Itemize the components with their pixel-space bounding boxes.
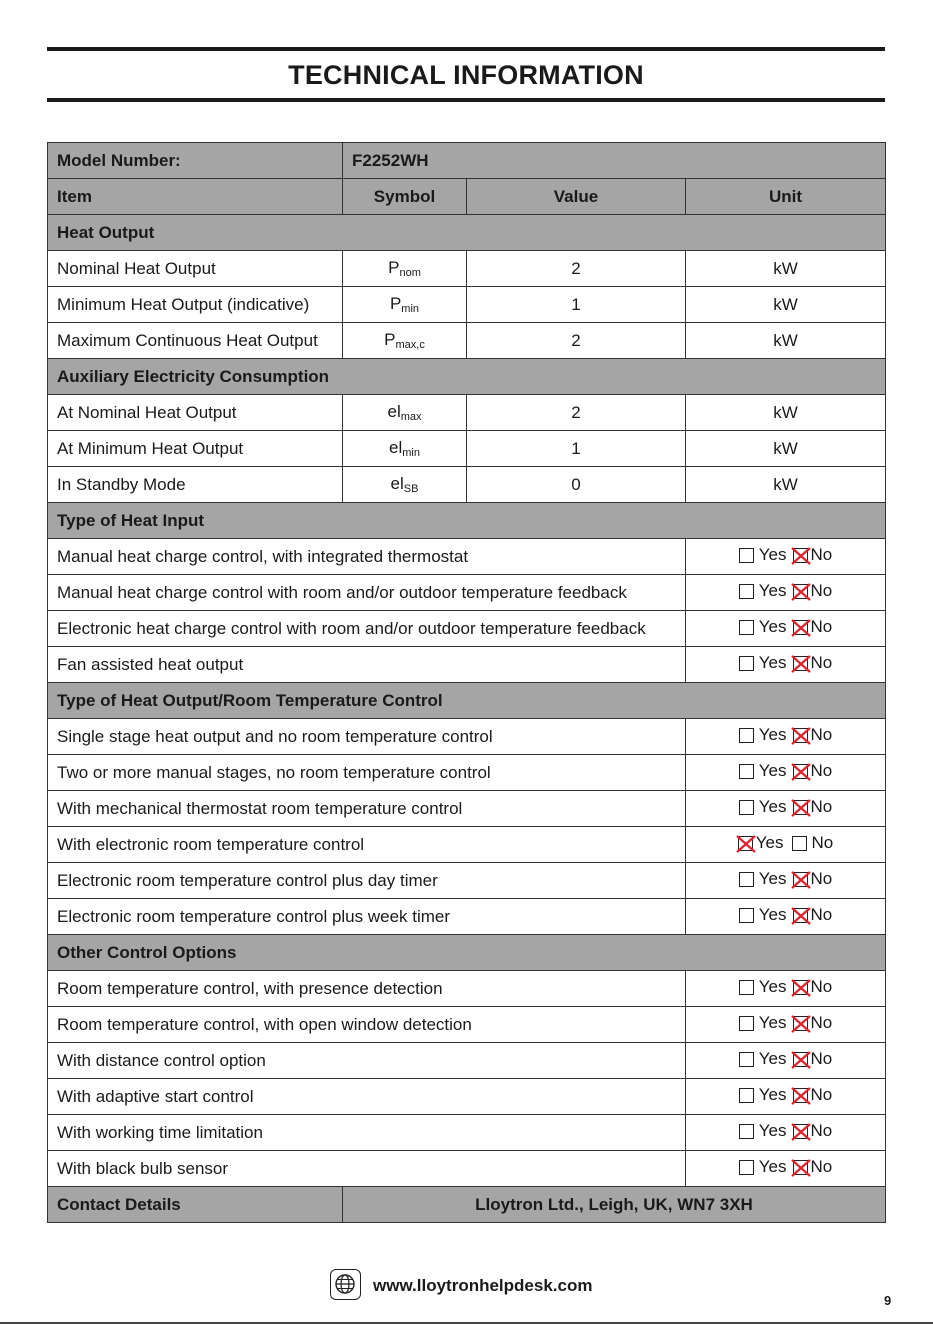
symbol-base: el [387, 402, 401, 421]
item-label: At Nominal Heat Output [48, 395, 343, 431]
table-row [48, 719, 886, 755]
no-checkbox-crossed[interactable] [793, 1160, 808, 1175]
yes-checkbox[interactable] [739, 1052, 754, 1067]
no-checkbox[interactable] [792, 836, 807, 851]
yes-no-options [739, 869, 832, 889]
symbol-subscript: nom [399, 267, 421, 279]
no-label: No [810, 653, 833, 673]
yes-checkbox[interactable] [739, 908, 754, 923]
yes-no-options [739, 1085, 832, 1105]
symbol-base: el [390, 474, 404, 493]
no-checkbox-crossed[interactable] [793, 656, 808, 671]
yes-no-options [738, 833, 833, 853]
item-label: Room temperature control, with open window detection [48, 1007, 686, 1043]
no-checkbox-crossed[interactable] [793, 980, 808, 995]
item-label: Maximum Continuous Heat Output [48, 323, 343, 359]
item-label: Two or more manual stages, no room temperature control [48, 755, 686, 791]
symbol-subscript: max,c [395, 339, 425, 351]
yes-checkbox-crossed[interactable] [738, 836, 753, 851]
yes-checkbox[interactable] [739, 1016, 754, 1031]
yes-no-cell [686, 899, 886, 935]
header-item: Item [48, 179, 343, 215]
table-row [48, 647, 886, 683]
yes-label: Yes [758, 545, 787, 565]
no-label: No [810, 869, 833, 889]
section-title: Type of Heat Output/Room Temperature Control [48, 683, 886, 719]
yes-no-options [739, 725, 832, 745]
yes-label: Yes [758, 761, 787, 781]
yes-no-cell [686, 971, 886, 1007]
header-value: Value [467, 179, 686, 215]
yes-checkbox[interactable] [739, 980, 754, 995]
yes-checkbox[interactable] [739, 548, 754, 563]
yes-checkbox[interactable] [739, 1124, 754, 1139]
title-underline [47, 98, 885, 102]
section-room-control [48, 683, 886, 719]
item-label: With working time limitation [48, 1115, 686, 1151]
item-label: With black bulb sensor [48, 1151, 686, 1187]
contact-label: Contact Details [48, 1187, 343, 1223]
yes-no-options [739, 905, 832, 925]
item-label: In Standby Mode [48, 467, 343, 503]
helpdesk-url[interactable]: www.lloytronhelpdesk.com [373, 1276, 593, 1295]
yes-no-cell [686, 575, 886, 611]
model-label: Model Number: [48, 143, 343, 179]
yes-checkbox[interactable] [739, 584, 754, 599]
unit-cell: kW [686, 467, 886, 503]
item-label: Minimum Heat Output (indicative) [48, 287, 343, 323]
table-row [48, 431, 886, 467]
yes-label: Yes [758, 581, 787, 601]
yes-label: Yes [758, 1157, 787, 1177]
yes-checkbox[interactable] [739, 620, 754, 635]
no-checkbox-crossed[interactable] [793, 1052, 808, 1067]
item-label: With adaptive start control [48, 1079, 686, 1115]
no-checkbox-crossed[interactable] [793, 764, 808, 779]
contact-value: Lloytron Ltd., Leigh, UK, WN7 3XH [343, 1187, 886, 1223]
yes-no-cell [686, 1115, 886, 1151]
table-row [48, 467, 886, 503]
no-label: No [810, 1085, 833, 1105]
item-label: With mechanical thermostat room temperature control [48, 791, 686, 827]
item-label: Fan assisted heat output [48, 647, 686, 683]
yes-no-cell [686, 1079, 886, 1115]
yes-checkbox[interactable] [739, 1160, 754, 1175]
header-symbol: Symbol [343, 179, 467, 215]
technical-info-table [47, 142, 886, 1223]
yes-no-cell [686, 1043, 886, 1079]
yes-no-cell [686, 791, 886, 827]
symbol-cell [343, 431, 467, 467]
yes-checkbox[interactable] [739, 764, 754, 779]
item-label: At Minimum Heat Output [48, 431, 343, 467]
yes-checkbox[interactable] [739, 656, 754, 671]
yes-no-cell [686, 611, 886, 647]
yes-no-cell [686, 827, 886, 863]
item-label: Electronic room temperature control plus day timer [48, 863, 686, 899]
table-row [48, 791, 886, 827]
table-row [48, 1043, 886, 1079]
top-rule [47, 47, 885, 51]
yes-checkbox[interactable] [739, 1088, 754, 1103]
yes-no-cell [686, 1007, 886, 1043]
table-row [48, 575, 886, 611]
table-row [48, 1151, 886, 1187]
page-title: TECHNICAL INFORMATION [288, 60, 644, 90]
item-label: Electronic heat charge control with room and/or outdoor temperature feedback [48, 611, 686, 647]
yes-label: Yes [755, 833, 784, 853]
table-row [48, 755, 886, 791]
symbol-base: P [388, 258, 400, 277]
value-cell: 1 [467, 431, 686, 467]
symbol-subscript: max [400, 411, 422, 423]
yes-label: Yes [758, 1085, 787, 1105]
globe-icon [330, 1269, 361, 1300]
section-title: Auxiliary Electricity Consumption [48, 359, 886, 395]
yes-no-cell [686, 1151, 886, 1187]
symbol-subscript: min [401, 303, 420, 315]
section-title: Type of Heat Input [48, 503, 886, 539]
section-auxiliary [48, 359, 886, 395]
no-checkbox-crossed[interactable] [793, 908, 808, 923]
no-label: No [810, 761, 833, 781]
symbol-base: P [389, 294, 402, 313]
header-unit: Unit [686, 179, 886, 215]
table-row [48, 1079, 886, 1115]
no-checkbox-crossed[interactable] [793, 800, 808, 815]
no-label: No [810, 1121, 833, 1141]
no-label: No [810, 797, 833, 817]
header-row [48, 179, 886, 215]
page-number: 9 [884, 1293, 892, 1308]
section-heat-output [48, 215, 886, 251]
yes-label: Yes [758, 617, 787, 637]
table-row [48, 863, 886, 899]
value-cell: 2 [467, 323, 686, 359]
table-row [48, 251, 886, 287]
yes-no-cell [686, 647, 886, 683]
no-checkbox-crossed[interactable] [793, 620, 808, 635]
no-checkbox-crossed[interactable] [793, 1088, 808, 1103]
yes-label: Yes [758, 1121, 787, 1141]
yes-no-cell [686, 539, 886, 575]
section-title: Heat Output [48, 215, 886, 251]
yes-label: Yes [758, 797, 787, 817]
yes-no-options [739, 1049, 832, 1069]
yes-label: Yes [758, 1013, 787, 1033]
value-cell: 1 [467, 287, 686, 323]
value-cell: 2 [467, 251, 686, 287]
item-label: Nominal Heat Output [48, 251, 343, 287]
yes-no-cell [686, 863, 886, 899]
symbol-subscript: SB [403, 483, 419, 495]
model-row [48, 143, 886, 179]
section-title: Other Control Options [48, 935, 886, 971]
item-label: Manual heat charge control, with integrated thermostat [48, 539, 686, 575]
yes-label: Yes [758, 869, 787, 889]
symbol-cell [343, 323, 467, 359]
table-row [48, 611, 886, 647]
symbol-cell [343, 287, 467, 323]
symbol-cell [343, 395, 467, 431]
yes-no-options [739, 653, 832, 673]
yes-no-cell [686, 719, 886, 755]
yes-no-options [739, 761, 832, 781]
item-label: With electronic room temperature control [48, 827, 686, 863]
section-other-options [48, 935, 886, 971]
unit-cell: kW [686, 287, 886, 323]
symbol-cell [343, 251, 467, 287]
yes-no-cell [686, 755, 886, 791]
table-row [48, 899, 886, 935]
table-row [48, 323, 886, 359]
value-cell: 0 [467, 467, 686, 503]
no-checkbox-crossed[interactable] [793, 1124, 808, 1139]
yes-label: Yes [758, 1049, 787, 1069]
contact-row [48, 1187, 886, 1223]
unit-cell: kW [686, 395, 886, 431]
symbol-cell [343, 467, 467, 503]
table-row [48, 1007, 886, 1043]
no-label: No [810, 725, 833, 745]
value-cell: 2 [467, 395, 686, 431]
unit-cell: kW [686, 251, 886, 287]
yes-no-options [739, 545, 832, 565]
no-label: No [810, 977, 833, 997]
item-label: Single stage heat output and no room temperature control [48, 719, 686, 755]
unit-cell: kW [686, 323, 886, 359]
table-row [48, 539, 886, 575]
yes-label: Yes [758, 977, 787, 997]
no-label: No [810, 617, 833, 637]
item-label: Electronic room temperature control plus week timer [48, 899, 686, 935]
no-label: No [810, 1013, 833, 1033]
yes-checkbox[interactable] [739, 728, 754, 743]
symbol-base: el [389, 438, 403, 457]
no-checkbox-crossed[interactable] [793, 728, 808, 743]
item-label: With distance control option [48, 1043, 686, 1079]
yes-checkbox[interactable] [739, 872, 754, 887]
table-row [48, 827, 886, 863]
no-label: No [810, 545, 833, 565]
no-checkbox-crossed[interactable] [793, 872, 808, 887]
yes-no-options [739, 617, 832, 637]
item-label: Manual heat charge control with room and/or outdoor temperature feedback [48, 575, 686, 611]
section-heat-input [48, 503, 886, 539]
yes-label: Yes [758, 905, 787, 925]
no-checkbox-crossed[interactable] [793, 548, 808, 563]
unit-cell: kW [686, 431, 886, 467]
table-row [48, 287, 886, 323]
no-checkbox-crossed[interactable] [793, 1016, 808, 1031]
no-label: No [810, 1049, 833, 1069]
table-row [48, 395, 886, 431]
table-row [48, 1115, 886, 1151]
yes-no-options [739, 1121, 832, 1141]
no-label: No [810, 905, 833, 925]
yes-no-options [739, 977, 832, 997]
yes-no-options [739, 1157, 832, 1177]
yes-no-options [739, 581, 832, 601]
yes-checkbox[interactable] [739, 800, 754, 815]
yes-no-options [739, 797, 832, 817]
no-checkbox-crossed[interactable] [793, 584, 808, 599]
yes-label: Yes [758, 653, 787, 673]
symbol-subscript: min [402, 447, 420, 459]
no-label: No [810, 581, 833, 601]
item-label: Room temperature control, with presence detection [48, 971, 686, 1007]
model-value: F2252WH [343, 143, 886, 179]
table-row [48, 971, 886, 1007]
yes-no-options [739, 1013, 832, 1033]
yes-label: Yes [758, 725, 787, 745]
no-label: No [810, 1157, 833, 1177]
symbol-base: P [384, 330, 396, 349]
no-label: No [811, 833, 834, 853]
